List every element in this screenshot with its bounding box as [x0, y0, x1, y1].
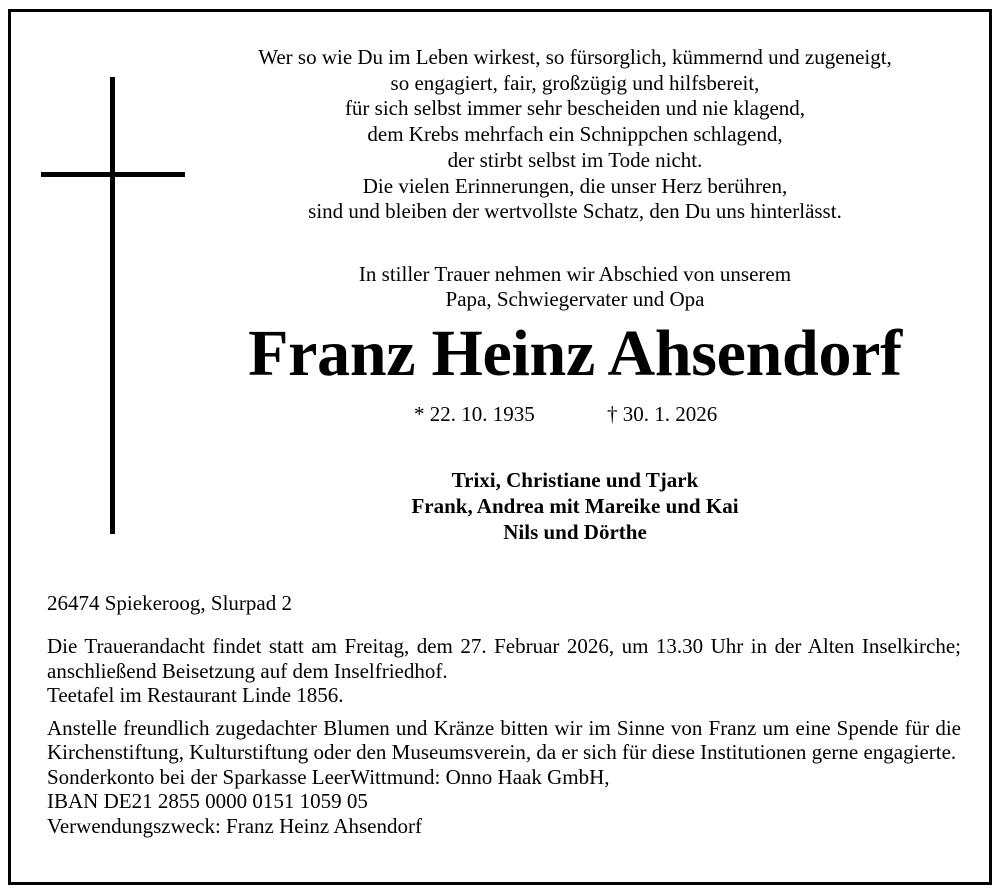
details-section	[47, 634, 961, 838]
poem-line: sind und bleiben der wertvollste Schatz, den Du uns hinterlässt.	[308, 199, 842, 224]
memorial-poem	[150, 45, 1000, 225]
poem-line: der stirbt selbst im Tode nicht.	[447, 147, 703, 172]
mourner-line: Nils und Dörthe	[503, 520, 647, 544]
poem-line: so engagiert, fair, großzügig und hilfsbereit,	[390, 70, 760, 95]
intro-line: Papa, Schwiegervater und Opa	[445, 287, 705, 311]
death-date: † 30. 1. 2026	[607, 402, 718, 426]
donation-paragraph: Anstelle freundlich zugedachter Blumen und Kränze bitten wir im Sinne von Franz um eine Spende für die Kirchenstiftung, Kulturstiftung oder den Museumsverein, da er sich für diese Institutionen gerne engagierte.	[47, 715, 961, 764]
deceased-name: Franz Heinz Ahsendorf	[248, 317, 902, 390]
mourners-list	[150, 467, 1000, 545]
iban: IBAN DE21 2855 0000 0151 1059 05	[47, 789, 368, 813]
bank-account: Sonderkonto bei der Sparkasse LeerWittmund: Onno Haak GmbH,	[47, 764, 610, 789]
poem-line: für sich selbst immer sehr bescheiden und nie klagend,	[344, 96, 806, 121]
payment-reference: Verwendungszweck: Franz Heinz Ahsendorf	[47, 813, 422, 838]
mourning-intro	[150, 262, 1000, 312]
tea-reception: Teetafel im Restaurant Linde 1856.	[47, 683, 344, 707]
service-paragraph: Die Trauerandacht findet statt am Freitag, dem 27. Februar 2026, um 13.30 Uhr in der Alten Inselkirche; anschließend Beisetzung auf dem Inselfriedhof.	[47, 634, 961, 683]
intro-line: In stiller Trauer nehmen wir Abschied von unserem	[358, 262, 792, 286]
poem-line: Wer so wie Du im Leben wirkest, so fürsorglich, kümmernd und zugeneigt,	[258, 45, 892, 69]
mourner-line: Trixi, Christiane und Tjark	[451, 468, 699, 492]
family-address: 26474 Spiekeroog, Slurpad 2	[47, 591, 292, 615]
mourner-line: Frank, Andrea mit Mareike und Kai	[411, 494, 739, 518]
cross-vertical-bar	[110, 77, 115, 534]
poem-line: Die vielen Erinnerungen, die unser Herz berühren,	[362, 173, 788, 198]
birth-date: * 22. 10. 1935	[414, 402, 535, 426]
poem-line: dem Krebs mehrfach ein Schnippchen schlagend,	[367, 122, 783, 147]
